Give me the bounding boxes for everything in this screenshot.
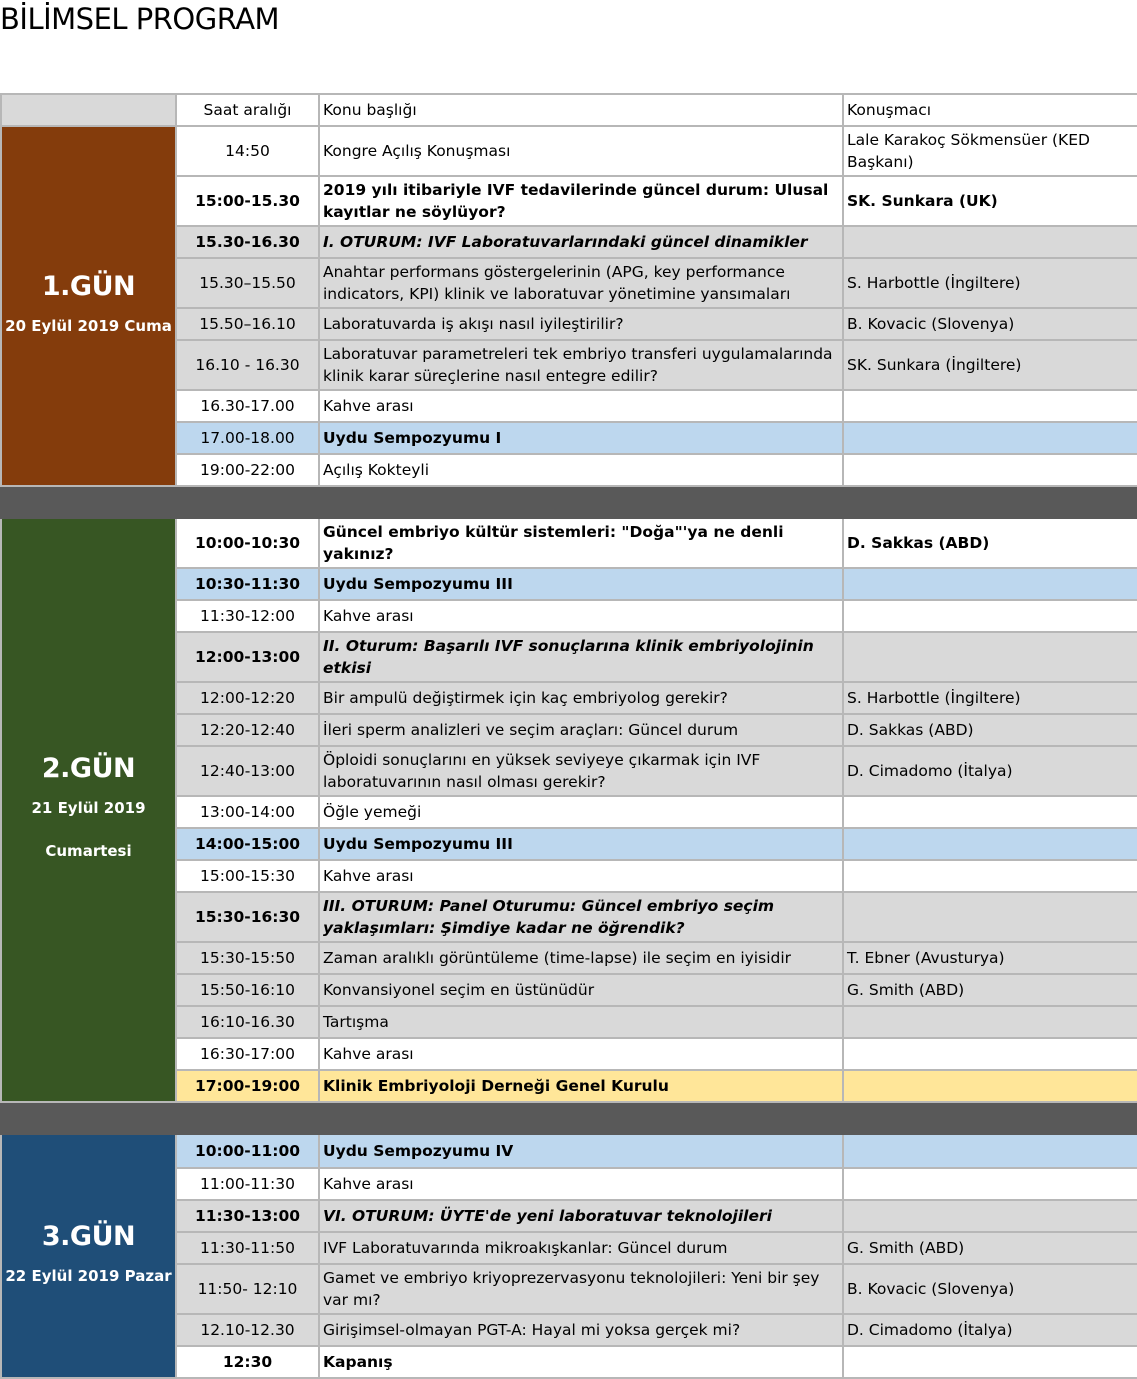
header-row xyxy=(1,94,1137,126)
speaker-cell: D. Sakkas (ABD) xyxy=(843,714,1137,746)
topic-cell: Anahtar performans göstergelerinin (APG, key performance indicators, KPI) klinik ve laboratuvar yönetimine yansımaları xyxy=(319,258,843,308)
table-row xyxy=(1,126,1137,176)
time-cell: 16:30-17:00 xyxy=(176,1038,319,1070)
day-date: 22 Eylül 2019 Pazar xyxy=(5,1267,172,1285)
day-title: 3.GÜN xyxy=(41,1221,136,1252)
speaker-cell xyxy=(843,1006,1137,1038)
day-cell-1 xyxy=(1,126,176,486)
table-row xyxy=(1,518,1137,568)
time-cell: 15.50–16.10 xyxy=(176,308,319,340)
topic-cell: Kahve arası xyxy=(319,1038,843,1070)
time-cell: 15.30-16.30 xyxy=(176,226,319,258)
topic-cell: Öploidi sonuçlarını en yüksek seviyeye çıkarmak için IVF laboratuvarının nasıl olması gerekir? xyxy=(319,746,843,796)
time-cell: 15:30-16:30 xyxy=(176,892,319,942)
day-cell-2 xyxy=(1,518,176,1102)
topic-cell: Uydu Sempozyumu I xyxy=(319,422,843,454)
topic-cell: Açılış Kokteyli xyxy=(319,454,843,486)
speaker-cell xyxy=(843,892,1137,942)
speaker-cell xyxy=(843,568,1137,600)
header-time: Saat aralığı xyxy=(176,94,319,126)
topic-cell: 2019 yılı itibariyle IVF tedavilerinde güncel durum: Ulusal kayıtlar ne söylüyor? xyxy=(319,176,843,226)
topic-cell: Kahve arası xyxy=(319,1168,843,1200)
speaker-cell: B. Kovacic (Slovenya) xyxy=(843,308,1137,340)
time-cell: 11:00-11:30 xyxy=(176,1168,319,1200)
header-topic: Konu başlığı xyxy=(319,94,843,126)
speaker-cell: G. Smith (ABD) xyxy=(843,974,1137,1006)
time-cell: 11:50- 12:10 xyxy=(176,1264,319,1314)
speaker-cell: D. Sakkas (ABD) xyxy=(843,518,1137,568)
topic-cell: Girişimsel-olmayan PGT-A: Hayal mi yoksa gerçek mi? xyxy=(319,1314,843,1346)
day-separator xyxy=(1,1102,1137,1134)
speaker-cell: G. Smith (ABD) xyxy=(843,1232,1137,1264)
topic-cell: Uydu Sempozyumu III xyxy=(319,568,843,600)
topic-cell: Zaman aralıklı görüntüleme (time-lapse) ile seçim en iyisidir xyxy=(319,942,843,974)
speaker-cell xyxy=(843,1070,1137,1102)
speaker-cell: SK. Sunkara (UK) xyxy=(843,176,1137,226)
speaker-cell xyxy=(843,390,1137,422)
topic-cell: III. OTURUM: Panel Oturumu: Güncel embriyo seçim yaklaşımları: Şimdiye kadar ne öğrendik? xyxy=(319,892,843,942)
time-cell: 12:40-13:00 xyxy=(176,746,319,796)
page-title: BİLİMSEL PROGRAM xyxy=(0,2,280,36)
time-cell: 15:00-15:30 xyxy=(176,860,319,892)
time-cell: 15:30-15:50 xyxy=(176,942,319,974)
speaker-cell: Lale Karakoç Sökmensüer (KED Başkanı) xyxy=(843,126,1137,176)
topic-cell: Kahve arası xyxy=(319,860,843,892)
topic-cell: I. OTURUM: IVF Laboratuvarlarındaki güncel dinamikler xyxy=(319,226,843,258)
time-cell: 11:30-12:00 xyxy=(176,600,319,632)
topic-cell: Tartışma xyxy=(319,1006,843,1038)
speaker-cell xyxy=(843,828,1137,860)
topic-cell: VI. OTURUM: ÜYTE'de yeni laboratuvar teknolojileri xyxy=(319,1200,843,1232)
topic-cell: Güncel embriyo kültür sistemleri: "Doğa"'ya ne denli yakınız? xyxy=(319,518,843,568)
topic-cell: Kahve arası xyxy=(319,390,843,422)
speaker-cell: T. Ebner (Avusturya) xyxy=(843,942,1137,974)
header-corner xyxy=(1,94,176,126)
time-cell: 17:00-19:00 xyxy=(176,1070,319,1102)
time-cell: 15:00-15.30 xyxy=(176,176,319,226)
time-cell: 15:50-16:10 xyxy=(176,974,319,1006)
time-cell: 10:00-11:00 xyxy=(176,1134,319,1168)
day-cell-3 xyxy=(1,1134,176,1378)
day-title: 1.GÜN xyxy=(41,271,136,302)
time-cell: 15.30–15.50 xyxy=(176,258,319,308)
time-cell: 13:00-14:00 xyxy=(176,796,319,828)
topic-cell: Kongre Açılış Konuşması xyxy=(319,126,843,176)
time-cell: 16:10-16.30 xyxy=(176,1006,319,1038)
speaker-cell xyxy=(843,1134,1137,1168)
topic-cell: Kahve arası xyxy=(319,600,843,632)
time-cell: 14:00-15:00 xyxy=(176,828,319,860)
speaker-cell: D. Cimadomo (İtalya) xyxy=(843,746,1137,796)
header-speaker: Konuşmacı xyxy=(843,94,1137,126)
speaker-cell xyxy=(843,454,1137,486)
time-cell: 12:20-12:40 xyxy=(176,714,319,746)
speaker-cell xyxy=(843,796,1137,828)
time-cell: 11:30-11:50 xyxy=(176,1232,319,1264)
speaker-cell: D. Cimadomo (İtalya) xyxy=(843,1314,1137,1346)
topic-cell: Uydu Sempozyumu III xyxy=(319,828,843,860)
speaker-cell xyxy=(843,1038,1137,1070)
speaker-cell: S. Harbottle (İngiltere) xyxy=(843,258,1137,308)
topic-cell: Öğle yemeği xyxy=(319,796,843,828)
speaker-cell xyxy=(843,1200,1137,1232)
time-cell: 12.10-12.30 xyxy=(176,1314,319,1346)
speaker-cell xyxy=(843,1168,1137,1200)
speaker-cell xyxy=(843,632,1137,682)
time-cell: 16.10 - 16.30 xyxy=(176,340,319,390)
speaker-cell: B. Kovacic (Slovenya) xyxy=(843,1264,1137,1314)
time-cell: 12:00-12:20 xyxy=(176,682,319,714)
speaker-cell: SK. Sunkara (İngiltere) xyxy=(843,340,1137,390)
speaker-cell: S. Harbottle (İngiltere) xyxy=(843,682,1137,714)
topic-cell: Uydu Sempozyumu IV xyxy=(319,1134,843,1168)
speaker-cell xyxy=(843,422,1137,454)
topic-cell: İleri sperm analizleri ve seçim araçları: Güncel durum xyxy=(319,714,843,746)
topic-cell: Konvansiyonel seçim en üstünüdür xyxy=(319,974,843,1006)
topic-cell: Gamet ve embriyo kriyoprezervasyonu teknolojileri: Yeni bir şey var mı? xyxy=(319,1264,843,1314)
day-title: 2.GÜN xyxy=(41,753,136,784)
time-cell: 14:50 xyxy=(176,126,319,176)
topic-cell: II. Oturum: Başarılı IVF sonuçlarına klinik embriyolojinin etkisi xyxy=(319,632,843,682)
time-cell: 12:00-13:00 xyxy=(176,632,319,682)
time-cell: 17.00-18.00 xyxy=(176,422,319,454)
time-cell: 19:00-22:00 xyxy=(176,454,319,486)
time-cell: 12:30 xyxy=(176,1346,319,1378)
day-date: 20 Eylül 2019 Cuma xyxy=(5,317,172,335)
day-date: 21 Eylül 2019 xyxy=(31,799,146,817)
topic-cell: Klinik Embriyoloji Derneği Genel Kurulu xyxy=(319,1070,843,1102)
program-table xyxy=(0,93,1137,1379)
speaker-cell xyxy=(843,1346,1137,1378)
day-weekday: Cumartesi xyxy=(45,842,132,860)
topic-cell: Laboratuvarda iş akışı nasıl iyileştirilir? xyxy=(319,308,843,340)
time-cell: 10:30-11:30 xyxy=(176,568,319,600)
topic-cell: Bir ampulü değiştirmek için kaç embriyolog gerekir? xyxy=(319,682,843,714)
speaker-cell xyxy=(843,860,1137,892)
topic-cell: Laboratuvar parametreleri tek embriyo transferi uygulamalarında klinik karar süreçlerine nasıl entegre edilir? xyxy=(319,340,843,390)
time-cell: 16.30-17.00 xyxy=(176,390,319,422)
symposium-row xyxy=(1,1134,1137,1168)
topic-cell: Kapanış xyxy=(319,1346,843,1378)
topic-cell: IVF Laboratuvarında mikroakışkanlar: Güncel durum xyxy=(319,1232,843,1264)
speaker-cell xyxy=(843,600,1137,632)
speaker-cell xyxy=(843,226,1137,258)
time-cell: 11:30-13:00 xyxy=(176,1200,319,1232)
day-separator xyxy=(1,486,1137,518)
time-cell: 10:00-10:30 xyxy=(176,518,319,568)
